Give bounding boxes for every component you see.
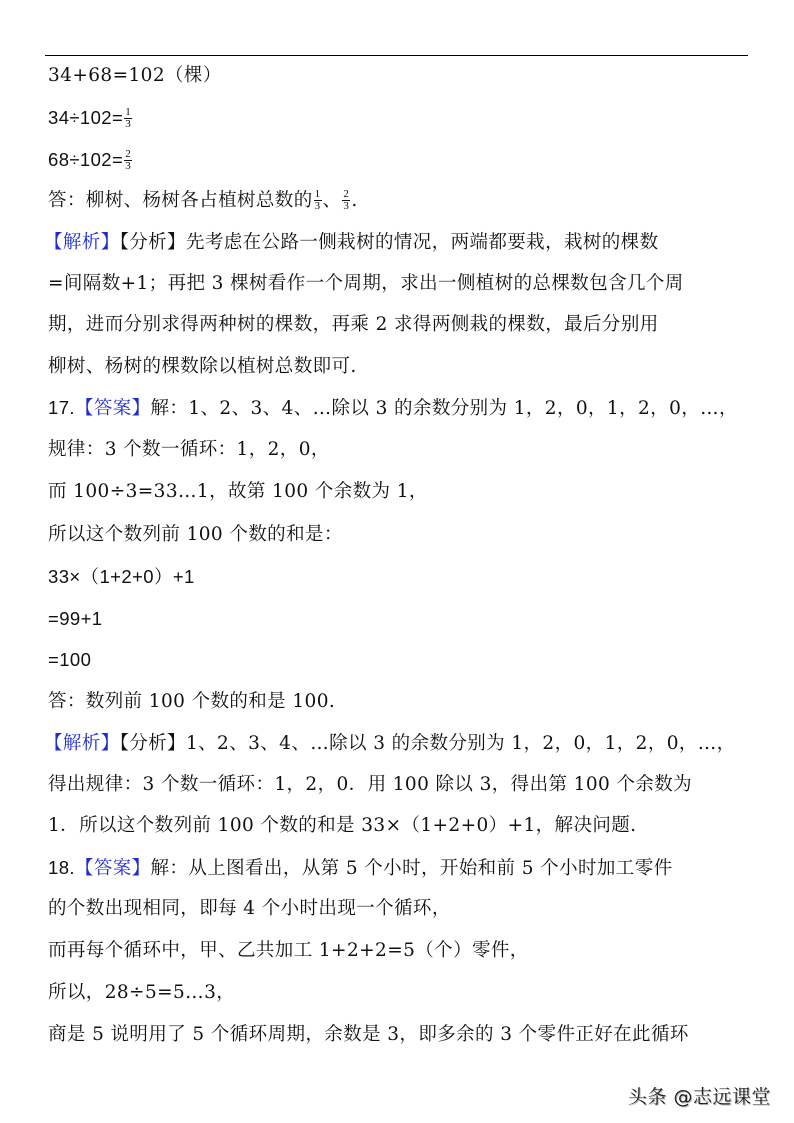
q17-answer-line6 — [48, 607, 102, 631]
analysis-text: 柳树、杨树的棵数除以植树总数即可. — [48, 356, 357, 377]
answer-text: 而 100÷3=33…1，故第 100 个余数为 1， — [48, 481, 428, 502]
q17-analysis-line2 — [48, 773, 692, 797]
fraction-one-third — [314, 189, 322, 212]
q18-answer-line4 — [48, 981, 235, 1005]
analysis-text: 得出规律：3 个数一循环：1，2，0．用 100 除以 3，得出第 100 个余数为 — [48, 774, 693, 795]
q17-answer-line5 — [48, 565, 195, 589]
q17-answer-line1 — [48, 396, 738, 421]
question-number: 18. — [48, 857, 75, 878]
willow-ratio-expr: 34÷102= — [48, 107, 124, 128]
analysis-text: 期，进而分别求得两种树的棵数，再乘 2 求得两侧栽的棵数，最后分别用 — [48, 314, 659, 335]
q16-analysis-line3 — [48, 313, 659, 337]
question-number: 17. — [48, 397, 75, 418]
frac-numerator: 2 — [343, 187, 350, 200]
q16-analysis-line4 — [48, 355, 357, 379]
answer-text: 规律：3 个数一循环：1，2，0， — [48, 439, 330, 460]
q16-answer-text: 答：柳树、杨树各占植树总数的 — [48, 190, 313, 211]
frac-denominator: 3 — [314, 199, 321, 212]
q16-analysis-line2 — [48, 272, 684, 296]
calc-total-trees-text: 34+68=102（棵） — [48, 65, 222, 86]
answer-text: 所以，28÷5=5…3， — [48, 982, 236, 1003]
q17-answer-line3 — [48, 480, 428, 504]
answer-text: 的个数出现相同，即每 4 个小时出现一个循环， — [48, 898, 451, 919]
watermark: 头条 @志远课堂 — [628, 1086, 772, 1108]
q16-answer — [48, 189, 358, 213]
q17-answer-line8 — [48, 690, 335, 714]
analysis-text: 1、2、3、4、…除以 3 的余数分别为 1，2，0，1，2，0，…， — [185, 733, 736, 754]
q17-analysis-line1 — [44, 732, 736, 756]
equation-text: =100 — [48, 649, 92, 670]
analysis-tag: 【解析】 — [44, 232, 120, 253]
calc-poplar-ratio — [48, 148, 133, 173]
frac-denominator: 3 — [125, 117, 132, 130]
q17-analysis-line3 — [48, 814, 636, 838]
separator: 、 — [322, 190, 342, 211]
answer-tag: 【答案】 — [74, 858, 151, 879]
q17-answer-line7 — [48, 648, 91, 672]
frac-numerator: 2 — [125, 147, 132, 160]
answer-text: 解：1、2、3、4、…除以 3 的余数分别为 1，2，0，1，2，0，…， — [150, 398, 738, 419]
calc-total-trees — [48, 64, 222, 88]
frac-denominator: 3 — [343, 199, 350, 212]
q18-answer-line2 — [48, 897, 451, 921]
frac-numerator: 1 — [125, 105, 132, 118]
analysis-text: =间隔数+1；再把 3 棵树看作一个周期，求出一侧植树的总棵数包含几个周 — [48, 273, 684, 294]
fenxi-tag: 【分析】 — [119, 232, 186, 253]
answer-text: 商是 5 说明用了 5 个循环周期，余数是 3，即多余的 3 个零件正好在此循环 — [48, 1024, 689, 1045]
answer-text: 解：从上图看出，从第 5 个小时，开始和前 5 个小时加工零件 — [150, 858, 673, 879]
answer-text: 所以这个数列前 100 个数的和是： — [48, 524, 343, 545]
period: . — [351, 190, 358, 211]
fraction-two-thirds — [124, 149, 132, 172]
q17-answer-line2 — [48, 438, 330, 462]
analysis-text: 1．所以这个数列前 100 个数的和是 33×（1+2+0）+1，解决问题. — [48, 815, 637, 836]
q17-answer-line4 — [48, 523, 343, 547]
equation-text: =99+1 — [48, 608, 103, 629]
fraction-one-third — [124, 107, 132, 130]
answer-text: 答：数列前 100 个数的和是 100. — [48, 691, 336, 712]
header-rule — [45, 55, 748, 56]
q16-analysis-line1 — [44, 231, 658, 255]
answer-text: 而再每个循环中，甲、乙共加工 1+2+2=5（个）零件， — [48, 940, 529, 961]
frac-denominator: 3 — [125, 159, 132, 172]
frac-numerator: 1 — [314, 187, 321, 200]
equation-text: 33×（1+2+0）+1 — [48, 566, 195, 587]
answer-tag: 【答案】 — [74, 398, 151, 419]
q18-answer-line3 — [48, 939, 529, 963]
analysis-text: 先考虑在公路一侧栽树的情况，两端都要栽，栽树的棵数 — [185, 232, 659, 253]
q18-answer-line1 — [48, 856, 673, 881]
fenxi-tag: 【分析】 — [119, 733, 186, 754]
calc-willow-ratio — [48, 106, 133, 131]
q18-answer-line5 — [48, 1023, 689, 1047]
analysis-tag: 【解析】 — [44, 733, 120, 754]
poplar-ratio-expr: 68÷102= — [48, 149, 124, 170]
fraction-two-thirds — [342, 189, 350, 212]
